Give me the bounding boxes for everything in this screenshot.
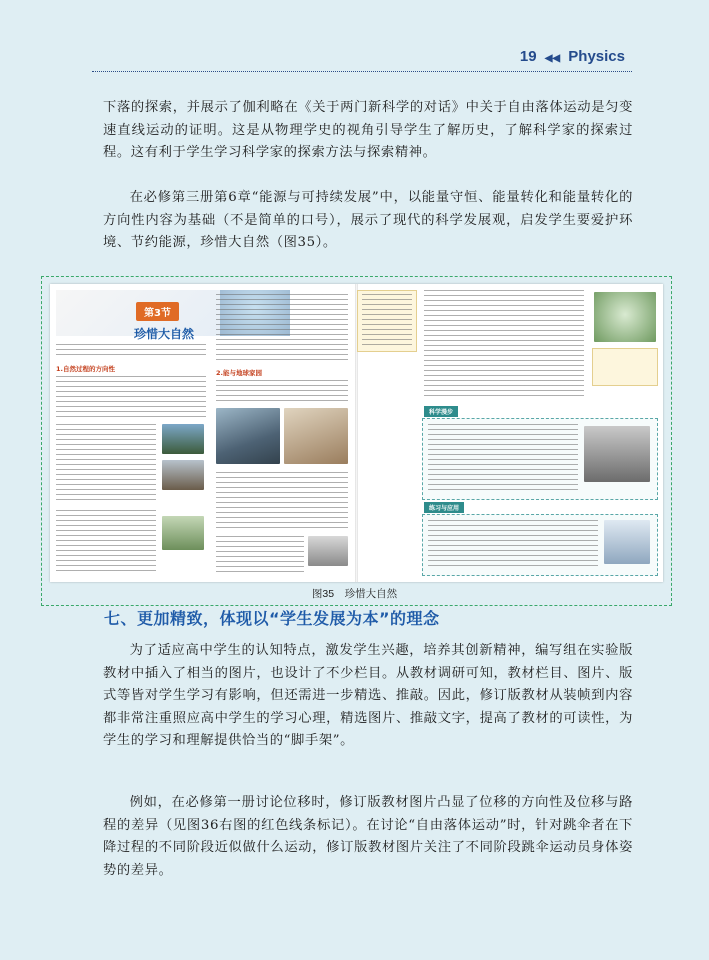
body-text [216, 536, 304, 574]
heading-nature-process: 1.自然过程的方向性 [56, 365, 115, 373]
figure-photo [604, 520, 650, 564]
figure-photo [162, 516, 204, 550]
section-banner [56, 290, 221, 341]
figure-photo [162, 424, 204, 454]
portrait-photo [584, 426, 650, 482]
paragraph-3: 为了适应高中学生的认知特点，激发学生兴趣，培养其创新精神，编写组在实验版教材中插入了相当的图片，也设计了不少栏目。从教材调研可知，教材栏目、图片、版式等皆对学生学习有影响，但还需进一步精选、推敲。因此，修订版教材从装帧到内容都非常注重照应高中学生的学习心理，精选图片、推敲文字，提高了教材的可读性，为学生的学习和理解提供恰当的“脚手架”。 [103, 643, 633, 748]
box-text [428, 424, 578, 492]
intro-text [56, 344, 206, 358]
section-name: 珍惜大自然 [134, 327, 195, 341]
section-heading: 七、更加精致，体现以“学生发展为本”的理念 [104, 609, 440, 628]
paragraph-4: 例如，在必修第一册讨论位移时，修订版教材图片凸显了位移的方向性及位移与路程的差异（见图36右图的红色线条标记）。在讨论“自由落体运动”时，针对跳伞者在下降过程的不同阶段近似做什么运动，修订版教材图片关注了不同阶段跳伞运动员身体姿势的差异。 [103, 795, 633, 878]
heading-earth-home: 2.能与地球家园 [216, 369, 262, 377]
paragraph-2: 在必修第三册第6章“能源与可持续发展”中，以能量守恒、能量转化和能量转化的方向性内容为基础（不是简单的口号），展示了现代的科学发展观，启发学生要爱护环境、节约能源，珍惜大自然（图35）。 [103, 190, 633, 250]
body-text [216, 380, 348, 404]
body-text [56, 424, 156, 504]
quote-box [592, 348, 658, 386]
body-text [424, 290, 584, 400]
earth-hands-photo [594, 292, 656, 342]
quote-text [362, 294, 412, 346]
science-walk-tag: 科学漫步 [424, 406, 458, 417]
header-rule [92, 71, 632, 72]
crowd-photo [216, 408, 280, 464]
double-arrow-left-icon: ◀◀ [544, 53, 561, 64]
figure-caption: 图35 珍惜大自然 [311, 588, 398, 600]
figure-photo [162, 460, 204, 490]
exercise-text [428, 520, 598, 568]
left-page [50, 284, 355, 582]
right-page [358, 284, 663, 582]
street-photo [284, 408, 348, 464]
page-number: 19 [519, 48, 537, 65]
subject-label: Physics [568, 48, 625, 65]
body-text [56, 376, 206, 418]
body-text [56, 510, 156, 574]
section-badge: 第3节 [136, 302, 179, 321]
figure-photo [308, 536, 348, 566]
body-text [216, 472, 348, 532]
running-header [520, 48, 625, 65]
body-text [216, 294, 348, 364]
paragraph-1: 下落的探索，并展示了伽利略在《关于两门新科学的对话》中关于自由落体运动是匀变速直线运动的证明。这是从物理学史的视角引导学生了解历史，了解科学家的探索过程。这有利于学生学习科学家的探索方法与探索精神。 [103, 100, 633, 160]
exercise-tag: 练习与应用 [424, 502, 464, 513]
textbook-spread-image [50, 284, 663, 582]
